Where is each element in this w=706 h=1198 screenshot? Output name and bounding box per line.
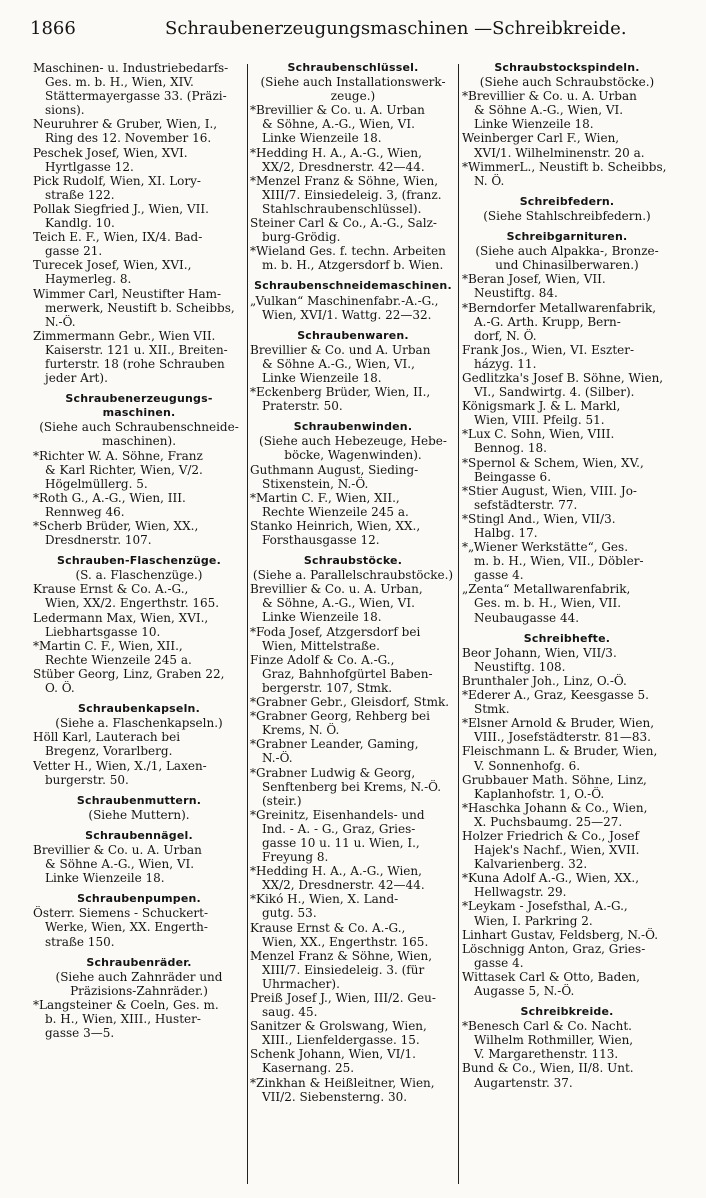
entry-line: Bregenz, Vorarlberg. (45, 744, 173, 759)
entry-line: jeder Art). (45, 371, 108, 386)
column-divider-right (458, 64, 459, 1184)
entry-line: Brunthaler Joh., Linz, O.-Ö. (462, 673, 627, 688)
entry-line: Senftenberg bei Krems, N.-Ö. (262, 779, 442, 794)
entry-line: & Söhne A.-G., Wien, VI. (45, 857, 195, 872)
entry-line: Preiß Josef J., Wien, III/2. Geu- (250, 991, 436, 1005)
entry-line: Linke Wienzeile 18. (262, 370, 382, 385)
entry-line: Stahlschraubenschlüssel). (262, 201, 422, 216)
entry-line: VI., Sandwirtg. 4. (Silber). (474, 385, 635, 400)
entry-line: *Brevillier & Co. u. A. Urban (250, 103, 425, 118)
entry-line: & Söhne A.-G., Wien, VI., (262, 356, 415, 371)
entry-line: furterstr. 18 (rohe Schrauben (45, 356, 225, 371)
entry-line: *Grabner Gebr., Gleisdorf, Stmk. (250, 695, 450, 710)
entry-line: *Kuna Adolf A.-G., Wien, XX., (462, 871, 640, 886)
entry-line: Fleischmann L. & Bruder, Wien, (462, 744, 658, 759)
column-middle (250, 61, 456, 1104)
entry-line: Halbg. 17. (474, 526, 538, 540)
entry-line: *Ederer A., Graz, Keesgasse 5. (462, 688, 649, 703)
entry-line: VII/2. Siebensterng. 30. (262, 1089, 408, 1104)
entry-line: Peschek Josef, Wien, XVI. (33, 145, 188, 160)
entry-line: *Grabner Ludwig & Georg, (250, 765, 416, 780)
entry-line: Wittasek Carl & Otto, Baden, (462, 969, 640, 984)
section-heading: Schraubennägel. (85, 828, 193, 842)
entry-line: (Siehe auch Installationswerk- (260, 75, 446, 90)
entry-line: & Karl Richter, Wien, V/2. (45, 462, 203, 477)
entry-line: (Siehe a. Flaschenkapseln.) (55, 716, 223, 731)
spacer (33, 822, 245, 829)
spacer (462, 188, 672, 195)
entry-line: gasse 21. (45, 244, 103, 259)
entry-line: Kasernang. 25. (262, 1061, 355, 1076)
entry-line: Stanko Heinrich, Wien, XX., (250, 518, 421, 533)
entry-line: Königsmark J. & L. Markl, (462, 399, 621, 414)
entry-line: böcke, Wagenwinden). (284, 448, 422, 463)
spacer (33, 385, 245, 392)
section-heading: Schraubenwaren. (297, 328, 409, 342)
entry-line: Augartenstr. 37. (474, 1075, 573, 1090)
entry-line: *Elsner Arnold & Bruder, Wien, (462, 716, 655, 731)
entry-line: N. Ö. (474, 173, 505, 188)
entry-line: *Wieland Ges. f. techn. Arbeiten (250, 244, 446, 259)
entry-line: (Siehe a. Parallelschraubstöcke.) (252, 568, 454, 583)
entry-line: Frank Jos., Wien, VI. Eszter- (462, 342, 635, 357)
entry-line: Brevillier & Co. und A. Urban (250, 342, 431, 357)
entry-line: straße 150. (45, 934, 115, 949)
spacer (33, 547, 245, 554)
entry-line: házyg. 11. (474, 356, 537, 371)
spacer (462, 223, 672, 230)
entry-line: Freyung 8. (262, 850, 329, 865)
column-divider-left (247, 64, 248, 1184)
entry-line: (Siehe auch Alpakka-, Bronze- (475, 244, 659, 259)
entry-line: Krems, N. Ö. (262, 723, 340, 738)
entry-line: Linke Wienzeile 18. (45, 871, 165, 886)
section-heading: Schraubenerzeugungs- (65, 392, 213, 406)
entry-line: Linke Wienzeile 18. (474, 117, 594, 132)
entry-line: *Hedding H. A., A.-G., Wien, (250, 864, 422, 879)
entry-line: Holzer Friedrich & Co., Josef (462, 828, 639, 843)
entry-line: Stüber Georg, Linz, Graben 22, (33, 666, 225, 681)
entry-line: XVI/1. Wilhelminenstr. 20 a. (474, 145, 645, 160)
section-heading: Schreibkreide. (520, 1005, 614, 1019)
entry-line: m. b. H., Wien, VII., Döbler- (474, 554, 644, 569)
entry-line: Weinberger Carl F., Wien, (462, 131, 620, 146)
spacer (462, 625, 672, 632)
entry-line: Vetter H., Wien, X./1, Laxen- (33, 758, 207, 773)
entry-line: *Menzel Franz & Söhne, Wien, (250, 173, 439, 188)
entry-line: (Siehe auch Schraubstöcke.) (479, 75, 655, 90)
entry-line: Kandlg. 10. (45, 216, 115, 231)
spacer (250, 322, 456, 329)
section-heading: Schraubenpumpen. (77, 892, 201, 906)
entry-line: sefstädterstr. 77. (474, 497, 578, 512)
entry-line: (steir.) (262, 793, 302, 808)
entry-line: Wien, Mittelstraße. (262, 638, 380, 653)
entry-line: *Benesch Carl & Co. Nacht. (462, 1019, 632, 1034)
entry-line: *Stingl And., Wien, VII/3. (462, 511, 616, 526)
entry-line: Forsthausgasse 12. (262, 533, 380, 547)
entry-line: Neuruhrer & Gruber, Wien, I., (33, 117, 218, 132)
entry-line: Bund & Co., Wien, II/8. Unt. (462, 1061, 634, 1076)
entry-line: *Spernol & Schem, Wien, XV., (462, 455, 644, 470)
section-heading: Schraubenkapseln. (78, 702, 200, 716)
entry-line: Wilhelm Rothmiller, Wien, (474, 1033, 634, 1048)
section-heading: Schraubenschlüssel. (287, 61, 419, 74)
entry-line: Uhrmacher). (262, 976, 340, 991)
entry-line: Kaplanhofstr. 1, O.-Ö. (474, 786, 605, 801)
entry-line: *WimmerL., Neustift b. Scheibbs, (462, 159, 667, 174)
entry-line: *Greinitz, Eisenhandels- und (250, 807, 425, 822)
section-heading: Schreibfedern. (519, 194, 615, 208)
entry-line: Haymerleg. 8. (45, 272, 132, 287)
spacer (33, 787, 245, 794)
entry-line: N.-Ö. (262, 751, 293, 766)
entry-line: Wien, XX/2. Engerthstr. 165. (45, 596, 220, 611)
entry-line: Neubaugasse 44. (474, 610, 580, 625)
entry-line: XX/2, Dresdnerstr. 42—44. (262, 159, 425, 174)
entry-line: *Martin C. F., Wien, XII., (33, 638, 183, 653)
entry-line: saug. 45. (262, 1005, 318, 1020)
spacer (33, 949, 245, 956)
entry-line: m. b. H., Atzgersdorf b. Wien. (262, 258, 444, 273)
entry-line: Stixenstein, N.-Ö. (262, 476, 369, 491)
entry-line: *Hedding H. A., A.-G., Wien, (250, 145, 422, 160)
entry-line: O. Ö. (45, 681, 75, 696)
entry-line: Linke Wienzeile 18. (262, 131, 382, 146)
section-heading: Schrauben-Flaschenzüge. (57, 554, 221, 568)
entry-line: Kalvarienberg. 32. (474, 857, 588, 872)
entry-line: *Kikó H., Wien, X. Land- (250, 892, 399, 907)
entry-line: (Siehe auch Schraubenschneide- (39, 420, 239, 435)
spacer (33, 885, 245, 892)
entry-line: XIII/7. Einsiedeleig. 3. (für (262, 962, 425, 977)
entry-line: Beingasse 6. (474, 469, 552, 484)
entry-line: gasse 4. (474, 955, 524, 970)
entry-line: Graz, Bahnhofgürtel Baben- (262, 666, 433, 681)
entry-line: Bennog. 18. (474, 441, 547, 456)
entry-line: Finze Adolf & Co. A.-G., (250, 652, 395, 667)
entry-line: Präzisions-Zahnräder.) (70, 983, 208, 998)
spacer (250, 272, 456, 279)
section-heading: Schraubstöcke. (303, 554, 403, 568)
entry-line: Neustiftg. 84. (474, 286, 558, 301)
entry-line: Maschinen- u. Industriebedarfs- (33, 61, 229, 75)
entry-line: (Siehe Muttern). (88, 807, 190, 822)
entry-line: Krause Ernst & Co. A.-G., (250, 920, 406, 935)
entry-line: sions). (45, 103, 85, 118)
running-title: Schraubenerzeugungsmaschinen —Schreibkreide. (165, 18, 627, 39)
section-heading: maschinen. (102, 406, 176, 420)
entry-line: (Siehe auch Zahnräder und (55, 969, 223, 984)
entry-line: *Berndorfer Metallwarenfabrik, (462, 300, 657, 315)
entry-line: Stmk. (474, 702, 510, 717)
entry-line: *Stier August, Wien, VIII. Jo- (462, 483, 637, 498)
entry-line: Sanitzer & Grolswang, Wien, (250, 1019, 427, 1034)
entry-line: Ges. m. b. H., Wien, XIV. (45, 75, 194, 90)
section-heading: Schraubstockspindeln. (494, 61, 640, 74)
entry-line: A.-G. Arth. Krupp, Bern- (474, 314, 621, 329)
entry-line: Liebhartsgasse 10. (45, 624, 161, 639)
entry-line: (Siehe auch Hebezeuge, Hebe- (259, 434, 447, 449)
entry-line: Österr. Siemens - Schuckert- (33, 906, 209, 921)
entry-line: *Martin C. F., Wien, XII., (250, 490, 400, 505)
entry-line: Steiner Carl & Co., A.-G., Salz- (250, 216, 437, 231)
entry-line: Löschnigg Anton, Graz, Gries- (462, 941, 646, 956)
entry-line: und Chinasilberwaren.) (495, 258, 639, 273)
entry-line: gutg. 53. (262, 906, 317, 921)
section-heading: Schraubenwinden. (293, 420, 413, 434)
entry-line: Wien, I. Parkring 2. (474, 913, 593, 928)
entry-line: gasse 10 u. 11 u. Wien, I., (262, 835, 420, 850)
entry-line: Ledermann Max, Wien, XVI., (33, 610, 209, 625)
entry-line: & Söhne, A.-G., Wien, VI. (262, 596, 415, 611)
entry-line: Krause Ernst & Co. A.-G., (33, 582, 189, 597)
entry-line: Rechte Wienzeile 245 a. (45, 652, 192, 667)
entry-line: *Brevillier & Co. u. A. Urban (462, 89, 637, 104)
entry-line: straße 122. (45, 187, 115, 202)
entry-line: Wimmer Carl, Neustifter Ham- (33, 286, 222, 301)
entry-line: Brevillier & Co. u. A. Urban, (250, 582, 423, 597)
entry-line: VIII., Josefstädterstr. 81—83. (474, 730, 651, 745)
entry-line: maschinen). (101, 434, 177, 449)
entry-line: *Grabner Georg, Rehberg bei (250, 709, 430, 724)
entry-line: Beor Johann, Wien, VII/3. (462, 645, 617, 660)
entry-line: bergerstr. 107, Stmk. (262, 680, 393, 695)
spacer (33, 695, 245, 702)
entry-line: *Leykam - Josefsthal, A.-G., (462, 899, 628, 914)
entry-line: XX/2, Dresdnerstr. 42—44. (262, 878, 425, 893)
entry-line: Teich E. F., Wien, IX/4. Bad- (33, 230, 203, 245)
entry-line: N.-Ö. (45, 314, 76, 329)
entry-line: Wien, XVI/1. Wattg. 22—32. (262, 307, 432, 322)
entry-line: & Söhne A.-G., Wien, VI. (474, 103, 624, 118)
spacer (250, 547, 456, 554)
entry-line: XIII., Lienfeldergasse. 15. (262, 1033, 420, 1048)
entry-line: Turecek Josef, Wien, XVI., (33, 258, 192, 273)
section-heading: Schraubenschneidemaschinen. (254, 279, 452, 293)
entry-line: „Vulkan“ Maschinenfabr.-A.-G., (250, 293, 439, 308)
entry-line: *Beran Josef, Wien, VII. (462, 272, 606, 287)
entry-line: Gedlitzka's Josef B. Söhne, Wien, (462, 370, 664, 385)
section-heading: Schraubenräder. (86, 955, 192, 969)
entry-line: Guthmann August, Sieding- (250, 462, 419, 477)
entry-line: X. Puchsbaumg. 25—27. (474, 814, 623, 829)
entry-line: Menzel Franz & Söhne, Wien, (250, 948, 433, 963)
column-right (462, 61, 672, 1090)
entry-line: Ring des 12. November 16. (45, 131, 212, 146)
entry-line: (S. a. Flaschenzüge.) (75, 568, 203, 583)
entry-line: b. H., Wien, XIII., Huster- (45, 1012, 201, 1026)
entry-line: Wien, XX., Engerthstr. 165. (262, 934, 429, 949)
entry-line: V. Margarethenstr. 113. (474, 1047, 619, 1062)
entry-line: Augasse 5, N.-Ö. (474, 984, 575, 998)
entry-line: Hyrtlgasse 12. (45, 159, 134, 174)
entry-line: Hajek's Nachf., Wien, XVII. (474, 843, 640, 858)
entry-line: *Haschka Johann & Co., Wien, (462, 800, 648, 815)
column-left (33, 61, 245, 1040)
entry-line: Högelmüllerg. 5. (45, 476, 148, 491)
entry-line: XIII/7. Einsiedeleig. 3, (franz. (262, 187, 442, 202)
entry-line: *Langsteiner & Coeln, Ges. m. (33, 997, 219, 1012)
entry-line: Linhart Gustav, Feldsberg, N.-Ö. (462, 927, 659, 942)
entry-line: Werke, Wien, XX. Engerth- (45, 920, 208, 935)
entry-line: *Foda Josef, Atzgersdorf bei (250, 624, 421, 639)
entry-line: burg-Grödig. (262, 230, 341, 245)
entry-line: „Zenta“ Metallwarenfabrik, (462, 582, 631, 597)
entry-line: & Söhne, A.-G., Wien, VI. (262, 117, 415, 132)
entry-line: Hellwagstr. 29. (474, 885, 567, 900)
entry-line: V. Sonnenhofg. 6. (474, 758, 581, 773)
page-header (30, 14, 690, 42)
entry-line: Stättermayergasse 33. (Präzi- (45, 89, 227, 104)
entry-line: Neustiftg. 108. (474, 659, 566, 674)
entry-line: Dresdnerstr. 107. (45, 533, 152, 548)
entry-line: Wien, VIII. Pfeilg. 51. (474, 413, 605, 428)
entry-line: Praterstr. 50. (262, 399, 343, 414)
entry-line: gasse 4. (474, 568, 524, 583)
entry-line: Pick Rudolf, Wien, XI. Lory- (33, 173, 201, 188)
entry-line: Ind. - A. - G., Graz, Gries- (262, 821, 416, 836)
entry-line: Höll Karl, Lauterach bei (33, 730, 181, 745)
page-number: 1866 (30, 18, 76, 39)
entry-line: Kaiserstr. 121 u. XII., Breiten- (45, 342, 228, 357)
entry-line: (Siehe Stahlschreibfedern.) (483, 208, 651, 223)
entry-line: gasse 3—5. (45, 1026, 115, 1041)
entry-line: Zimmermann Gebr., Wien VII. (33, 328, 216, 343)
entry-line: *Zinkhan & Heißleitner, Wien, (250, 1075, 435, 1090)
entry-line: *Eckenberg Brüder, Wien, II., (250, 385, 431, 400)
entry-line: Rechte Wienzeile 245 a. (262, 504, 409, 519)
entry-line: dorf, N. Ö. (474, 328, 537, 343)
section-heading: Schreibgarnituren. (506, 230, 628, 244)
entry-line: Schenk Johann, Wien, VI/1. (250, 1047, 416, 1062)
entry-line: Brevillier & Co. u. A. Urban (33, 842, 202, 857)
entry-line: Linke Wienzeile 18. (262, 610, 382, 625)
entry-line: *Roth G., A.-G., Wien, III. (33, 490, 186, 505)
entry-line: *Richter W. A. Söhne, Franz (33, 448, 203, 463)
spacer (250, 413, 456, 420)
entry-line: burgerstr. 50. (45, 772, 129, 787)
entry-line: Grubbauer Math. Söhne, Linz, (462, 772, 647, 787)
spacer (462, 998, 672, 1005)
entry-line: Ges. m. b. H., Wien, VII. (474, 596, 622, 611)
entry-line: *„Wiener Werkstätte“, Ges. (462, 540, 629, 555)
entry-line: zeuge.) (330, 89, 376, 104)
entry-line: Rennweg 46. (45, 504, 125, 519)
entry-line: Pollak Siegfried J., Wien, VII. (33, 201, 209, 216)
section-heading: Schraubenmuttern. (76, 793, 202, 807)
section-heading: Schreibhefte. (523, 631, 611, 645)
entry-line: *Grabner Leander, Gaming, (250, 737, 419, 752)
entry-line: *Scherb Brüder, Wien, XX., (33, 519, 199, 533)
entry-line: merwerk, Neustift b. Scheibbs, (45, 300, 235, 315)
entry-line: *Lux C. Sohn, Wien, VIII. (462, 427, 615, 442)
